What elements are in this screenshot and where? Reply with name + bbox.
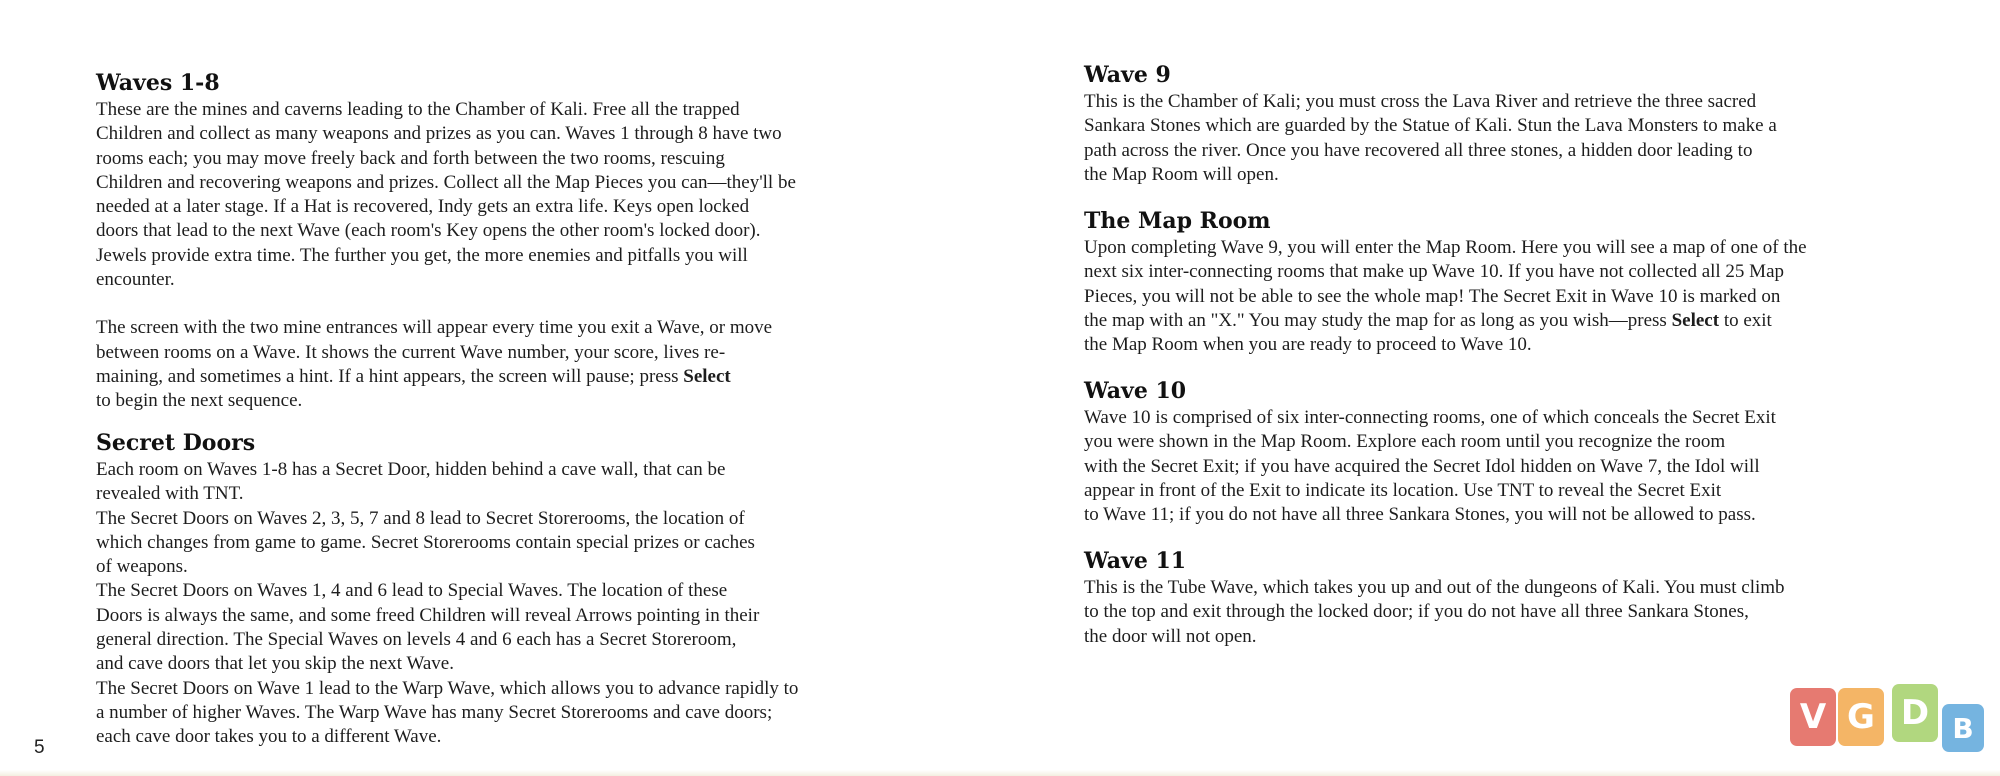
- text-line: to Wave 11; if you do not have all three Sankara Stones, you will not be allowed to pass.: [1084, 504, 1756, 526]
- text-line: each cave door takes you to a different Wave.: [96, 726, 442, 748]
- text-line: The Secret Doors on Waves 1, 4 and 6 lead to Special Waves. The location of these: [96, 580, 728, 602]
- text-line: Children and collect as many weapons and prizes as you can. Waves 1 through 8 have two: [96, 123, 782, 145]
- logo-tile-v: V: [1790, 688, 1836, 746]
- text-line: general direction. The Special Waves on levels 4 and 6 each has a Secret Storeroom,: [96, 629, 737, 651]
- section-waves-1-8: [96, 70, 936, 414]
- text-line: These are the mines and caverns leading to the Chamber of Kali. Free all the trapped: [96, 99, 740, 120]
- text-line: with the Secret Exit; if you have acquired the Secret Idol hidden on Wave 7, the Idol will: [1084, 455, 1760, 477]
- text-line: between rooms on a Wave. It shows the current Wave number, your score, lives re-: [96, 341, 726, 363]
- wave-9-paragraph: [1084, 90, 1954, 187]
- text-line: [1084, 309, 1954, 333]
- section-wave-10: [1084, 378, 1954, 527]
- text-line: Jewels provide extra time. The further you get, the more enemies and pitfalls you will: [96, 244, 748, 266]
- text-line: Children and recovering weapons and prizes. Collect all the Map Pieces you can—they'll be: [96, 171, 796, 193]
- section-wave-11: [1084, 548, 1954, 649]
- text-line: to the top and exit through the locked door; if you do not have all three Sankara Stones,: [1084, 601, 1749, 623]
- heading-map-room: The Map Room: [1084, 208, 1271, 234]
- waves-1-8-paragraph-2: [96, 316, 936, 413]
- text-line: The Secret Doors on Wave 1 lead to the Warp Wave, which allows you to advance rapidly to: [96, 677, 799, 699]
- text-segment: the map with an "X." You may study the map for as long as you wish—press: [1084, 309, 1667, 331]
- text-line: [96, 365, 936, 389]
- text-line: Each room on Waves 1-8 has a Secret Door, hidden behind a cave wall, that can be: [96, 459, 726, 480]
- section-map-room: [1084, 208, 1954, 357]
- text-line: which changes from game to game. Secret Storerooms contain special prizes or caches: [96, 531, 755, 553]
- text-line: the Map Room when you are ready to proceed to Wave 10.: [1084, 334, 1532, 356]
- heading-wave-10: Wave 10: [1084, 378, 1187, 404]
- text-line: The Secret Doors on Waves 2, 3, 5, 7 and 8 lead to Secret Storerooms, the location of: [96, 507, 745, 529]
- text-line: This is the Tube Wave, which takes you up and out of the dungeons of Kali. You must climb: [1084, 577, 1785, 598]
- section-wave-9: [1084, 62, 1954, 187]
- text-line: rooms each; you may move freely back and forth between the two rooms, rescuing: [96, 147, 725, 169]
- logo-tile-d: D: [1892, 684, 1938, 742]
- heading-secret-doors: Secret Doors: [96, 430, 256, 456]
- wave-10-paragraph: [1084, 406, 1954, 527]
- text-line: of weapons.: [96, 556, 188, 578]
- text-line: you were shown in the Map Room. Explore each room until you recognize the room: [1084, 431, 1726, 453]
- section-secret-doors: [96, 430, 936, 750]
- select-keyword: Select: [683, 365, 731, 387]
- page-bottom-edge: [0, 770, 2000, 776]
- text-line: Pieces, you will not be able to see the whole map! The Secret Exit in Wave 10 is marked on: [1084, 285, 1781, 307]
- map-room-paragraph: [1084, 236, 1954, 357]
- text-line: doors that lead to the next Wave (each room's Key opens the other room's locked door).: [96, 220, 761, 242]
- text-line: needed at a later stage. If a Hat is recovered, Indy gets an extra life. Keys open locked: [96, 196, 750, 218]
- text-line: Upon completing Wave 9, you will enter the Map Room. Here you will see a map of one of the: [1084, 237, 1807, 258]
- vgdb-watermark-logo: [1790, 688, 1986, 752]
- heading-wave-11: Wave 11: [1084, 548, 1187, 574]
- text-line: the door will not open.: [1084, 625, 1257, 647]
- secret-doors-paragraph: [96, 458, 936, 750]
- text-line: a number of higher Waves. The Warp Wave has many Secret Storerooms and cave doors;: [96, 701, 773, 723]
- text-line: next six inter-connecting rooms that make up Wave 10. If you have not collected all 25 Map: [1084, 261, 1785, 283]
- text-line: to begin the next sequence.: [96, 390, 303, 412]
- text-line: This is the Chamber of Kali; you must cross the Lava River and retrieve the three sacred: [1084, 91, 1757, 112]
- select-keyword: Select: [1671, 309, 1720, 331]
- logo-tile-b: B: [1942, 704, 1984, 752]
- text-line: Wave 10 is comprised of six inter-connecting rooms, one of which conceals the Secret Exit: [1084, 407, 1776, 428]
- wave-11-paragraph: [1084, 576, 1954, 649]
- text-segment: maining, and sometimes a hint. If a hint appears, the screen will pause; press: [96, 365, 679, 387]
- text-line: appear in front of the Exit to indicate its location. Use TNT to reveal the Secret Exit: [1084, 479, 1722, 501]
- text-line: and cave doors that let you skip the next Wave.: [96, 653, 454, 675]
- waves-1-8-paragraph-1: [96, 98, 936, 292]
- text-segment: to exit: [1723, 309, 1772, 331]
- heading-waves-1-8: Waves 1-8: [96, 70, 220, 96]
- text-line: Doors is always the same, and some freed Children will reveal Arrows pointing in their: [96, 604, 760, 626]
- text-line: The screen with the two mine entrances will appear every time you exit a Wave, or move: [96, 317, 773, 339]
- page-number: 5: [34, 737, 45, 758]
- text-line: the Map Room will open.: [1084, 163, 1279, 185]
- text-line: encounter.: [96, 269, 175, 291]
- text-line: revealed with TNT.: [96, 483, 244, 505]
- text-line: Sankara Stones which are guarded by the Statue of Kali. Stun the Lava Monsters to make a: [1084, 115, 1777, 137]
- text-line: path across the river. Once you have recovered all three stones, a hidden door leading to: [1084, 139, 1753, 161]
- logo-tile-g: G: [1838, 688, 1884, 746]
- heading-wave-9: Wave 9: [1084, 62, 1171, 88]
